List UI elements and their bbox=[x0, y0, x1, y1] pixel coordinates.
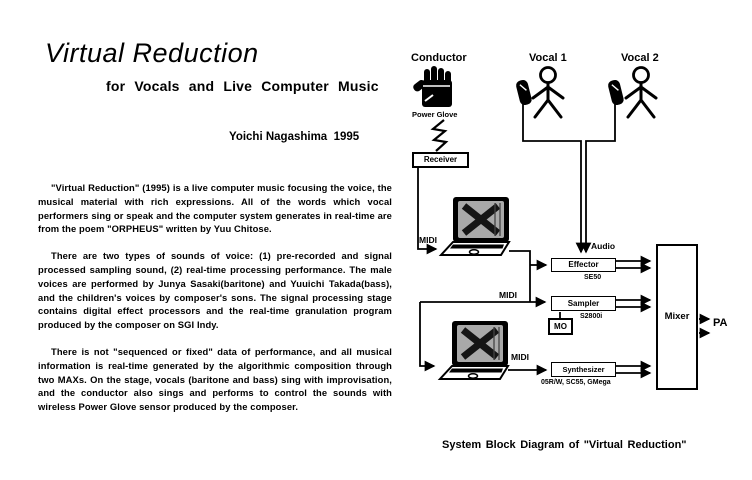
midi-label-2: MIDI bbox=[499, 290, 517, 300]
vocal1-figure-icon bbox=[533, 68, 563, 118]
connector-midi-to-computer2 bbox=[420, 302, 434, 366]
vocal1-label: Vocal 1 bbox=[529, 52, 567, 64]
vocal2-figure-icon bbox=[626, 68, 656, 118]
microphone1-icon bbox=[515, 79, 533, 106]
midi-label-3: MIDI bbox=[511, 352, 529, 362]
computer1-icon bbox=[441, 197, 509, 255]
pa-label: PA bbox=[713, 317, 728, 329]
sampler-model-label: S2800i bbox=[580, 313, 603, 320]
receiver-label: Receiver bbox=[423, 155, 458, 164]
mixer-box bbox=[656, 244, 698, 390]
paragraph-1: "Virtual Reduction" (1995) is a live computer music focusing the voice, the musical material with rich expressions. All of the words which vocal performers sing or speak and the computer system generates in real-time are from the poem "ORPHEUS" written by Yuu Chitose. bbox=[38, 182, 392, 235]
sampler-label: Sampler bbox=[567, 298, 600, 308]
power-glove-label: Power Glove bbox=[412, 110, 458, 119]
connector-mic2-audio bbox=[586, 104, 615, 252]
vocal2-label: Vocal 2 bbox=[621, 52, 659, 64]
synthesizer-label: Synthesizer bbox=[562, 364, 605, 374]
conductor-label: Conductor bbox=[411, 52, 467, 64]
synthesizer-model-label: 05R/W, SC55, GMega bbox=[541, 379, 611, 386]
computer2-icon bbox=[440, 321, 508, 379]
mixer-label: Mixer bbox=[664, 311, 690, 323]
power-glove-icon bbox=[412, 66, 452, 107]
mo-drive-box bbox=[548, 318, 573, 335]
mo-label: MO bbox=[554, 321, 567, 331]
effector-box bbox=[551, 258, 616, 272]
wireless-zigzag-icon bbox=[433, 120, 446, 151]
author-line: Yoichi Nagashima 1995 bbox=[229, 131, 360, 143]
page-subtitle: for Vocals and Live Computer Music bbox=[106, 78, 379, 94]
sampler-box bbox=[551, 296, 616, 311]
audio-label: Audio bbox=[591, 241, 616, 251]
synthesizer-box bbox=[551, 362, 616, 377]
effector-model-label: SE50 bbox=[584, 274, 602, 281]
connector-mic1-audio bbox=[523, 104, 581, 252]
midi-label-1: MIDI bbox=[419, 235, 437, 245]
page-title: Virtual Reduction bbox=[45, 38, 259, 68]
paragraph-2: There are two types of sounds of voice: (1) pre-recorded and signal processed sampling sound, (2) real-time processing performance. The male voices are performed by Junya Sasaki(baritone) and Yuuichi Takada(bass), and the children's voices by composer's sons. The signal processing stage contains digital effect processors and the real-time granulation program produced by the composer on SGI Indy. bbox=[38, 250, 392, 331]
receiver-box bbox=[412, 152, 469, 168]
microphone2-icon bbox=[607, 79, 625, 106]
effector-label: Effector bbox=[568, 260, 599, 269]
diagram-caption: System Block Diagram of "Virtual Reduction" bbox=[442, 439, 687, 451]
paragraph-3: There is not "sequenced or fixed" data of performance, and all musical information is real-time generated by the algorithmic composition through two MAXs. On the stage, vocals (baritone and bass) sing with improvisation, and the conductor also sings and performs to control the sounds with wireless Power Glove sensor produced by the composer. bbox=[38, 345, 392, 413]
